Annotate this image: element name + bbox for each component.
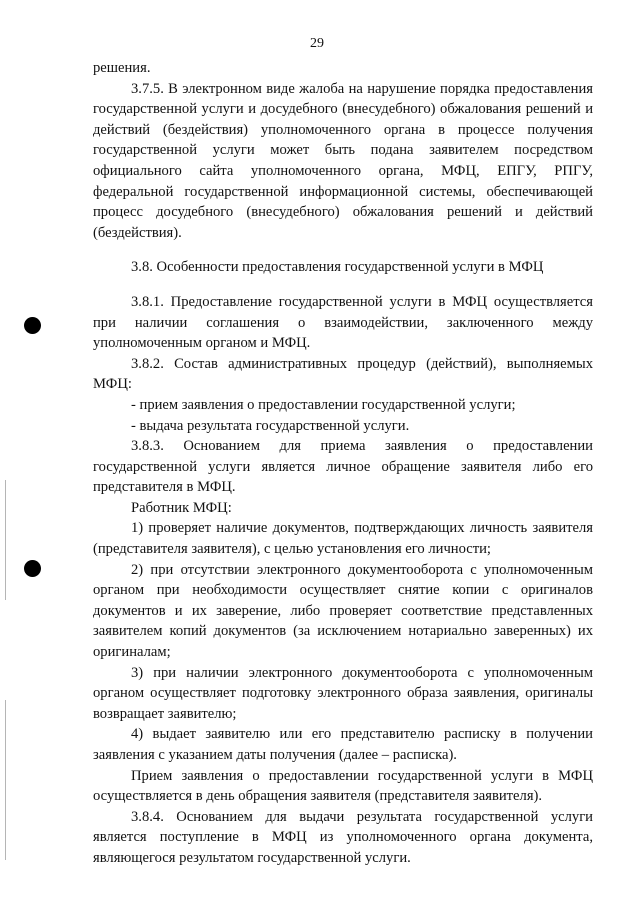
scan-edge-line (5, 480, 6, 600)
list-item: - прием заявления о предоставлении государственной услуги; (131, 396, 516, 413)
list-item: 3) при наличии электронного документооборота с уполномоченным органом осуществляет подготовку электронного образа заявления, оригиналы возвращает заявителю; (93, 664, 593, 722)
page-number: 29 (310, 36, 324, 51)
paragraph: 3.8.3. Основанием для приема заявления о предоставлении государственной услуги является личное обращение заявителя либо его представителя в МФЦ. (93, 438, 593, 496)
list-item: 1) проверяет наличие документов, подтверждающих личность заявителя (представителя заявителя), с целью установления его личности; (93, 520, 593, 558)
document-body (93, 58, 593, 869)
list-item: 4) выдает заявителю или его представителю расписку в получении заявления с указанием даты получения (далее – расписка). (93, 726, 593, 763)
list-item: 2) при отсутствии электронного документооборота с уполномоченным органом при необходимости осуществляет снятие копии с оригиналов документов и их заверение, либо проверяет соответствие представленных заявителем копий документов (за исключением нотариально заверенных) их оригиналам; (93, 561, 593, 661)
paragraph: Работник МФЦ: (131, 499, 232, 516)
list-item: - выдача результата государственной услуги. (131, 417, 410, 434)
paragraph: 3.8.2. Состав административных процедур (действий), выполняемых МФЦ: (93, 355, 593, 393)
paragraph: Прием заявления о предоставлении государственной услуги в МФЦ осуществляется в день обращения заявителя (представителя заявителя). (93, 767, 593, 805)
paragraph: 3.7.5. В электронном виде жалоба на нарушение порядка предоставления государственной услуги и досудебного (внесудебного) обжалования решений и действий (бездействия) уполномоченного органа в процессе получения государственной услуги может быть подана заявителем посредством официального сайта уполномоченного органа, МФЦ, ЕПГУ, РПГУ, федеральной государственной информационной системы, обеспечивающей процесс досудебного (внесудебного) обжалования решений и действий (бездействия). (93, 80, 593, 241)
paragraph: 3.8.1. Предоставление государственной услуги в МФЦ осуществляется при наличии соглашения о взаимодействии, заключенного между уполномоченным органом и МФЦ. (93, 293, 593, 352)
scan-edge-line (5, 700, 6, 860)
section-heading: 3.8. Особенности предоставления государственной услуги в МФЦ (131, 259, 544, 276)
punch-hole-mark (24, 560, 41, 577)
paragraph: 3.8.4. Основанием для выдачи результата государственной услуги является поступление в МФЦ из уполномоченного органа документа, являющегося результатом государственной услуги. (93, 808, 593, 866)
punch-hole-mark (24, 317, 41, 334)
paragraph: решения. (93, 60, 151, 76)
